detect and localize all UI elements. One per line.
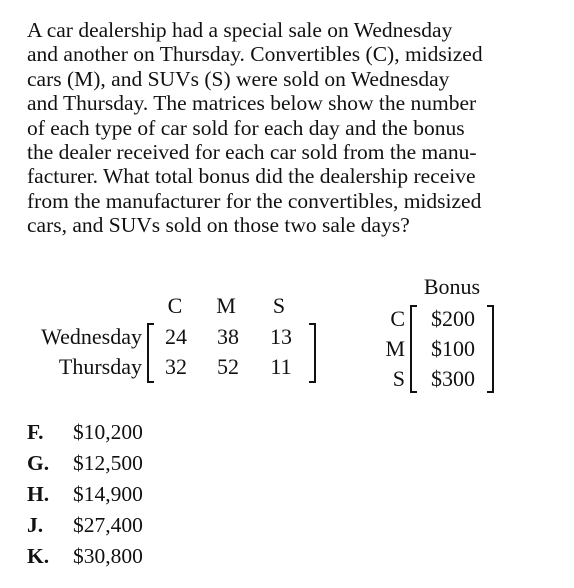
matrix-cell: 13 <box>270 324 292 349</box>
answer-choice-h[interactable] <box>27 482 143 506</box>
bonus-right-bracket <box>487 305 494 393</box>
matrix-cell: 52 <box>217 354 239 379</box>
choice-letter: J. <box>27 513 44 537</box>
problem-line: cars, and SUVs sold on those two sale days? <box>27 213 410 238</box>
choice-letter: H. <box>27 482 50 506</box>
answer-choice-j[interactable] <box>27 513 143 537</box>
bonus-value: $200 <box>431 306 475 331</box>
problem-line: facturer. What total bonus did the dealership receive <box>27 164 476 189</box>
matrix-cell: 32 <box>165 354 187 379</box>
choice-letter: K. <box>27 544 50 568</box>
column-header-c: C <box>167 293 183 318</box>
problem-line: of each type of car sold for each day and the bonus <box>27 115 465 140</box>
bonus-row-label-c: C <box>390 306 405 331</box>
answer-choice-k[interactable] <box>27 544 143 568</box>
choice-text: $14,900 <box>73 482 143 506</box>
problem-line: cars (M), and SUVs (S) were sold on Wednesday <box>27 66 450 91</box>
choice-letter: G. <box>27 451 50 475</box>
problem-line: and another on Thursday. Convertibles (C), midsized <box>27 42 483 67</box>
bonus-left-bracket <box>410 305 417 393</box>
sales-right-bracket <box>309 323 316 383</box>
bonus-row-label-s: S <box>392 366 405 391</box>
bonus-value: $100 <box>431 336 475 361</box>
choice-text: $30,800 <box>73 544 143 568</box>
problem-line: from the manufacturer for the convertibles, midsized <box>27 188 482 213</box>
choice-text: $12,500 <box>73 451 143 475</box>
choice-letter: F. <box>27 420 44 444</box>
row-label-thursday: Thursday <box>58 354 142 379</box>
column-header-s: S <box>272 293 286 318</box>
row-label-wednesday: Wednesday <box>41 324 142 349</box>
problem-line: and Thursday. The matrices below show the number <box>27 91 477 116</box>
problem-line: A car dealership had a special sale on Wednesday <box>27 18 453 42</box>
matrix-cell: 38 <box>217 324 239 349</box>
bonus-title: Bonus <box>423 274 481 299</box>
bonus-row-label-m: M <box>385 336 405 361</box>
answer-choice-f[interactable] <box>27 420 143 444</box>
bonus-value: $300 <box>431 366 475 391</box>
problem-text <box>27 18 557 238</box>
choice-text: $27,400 <box>73 513 143 537</box>
matrix-cell: 11 <box>270 354 292 379</box>
matrix-cell: 24 <box>165 324 187 349</box>
sales-left-bracket <box>147 323 154 383</box>
problem-line: the dealer received for each car sold from the manu- <box>27 140 477 165</box>
column-header-m: M <box>216 293 236 318</box>
choice-text: $10,200 <box>73 420 143 444</box>
answer-choice-g[interactable] <box>27 451 143 475</box>
